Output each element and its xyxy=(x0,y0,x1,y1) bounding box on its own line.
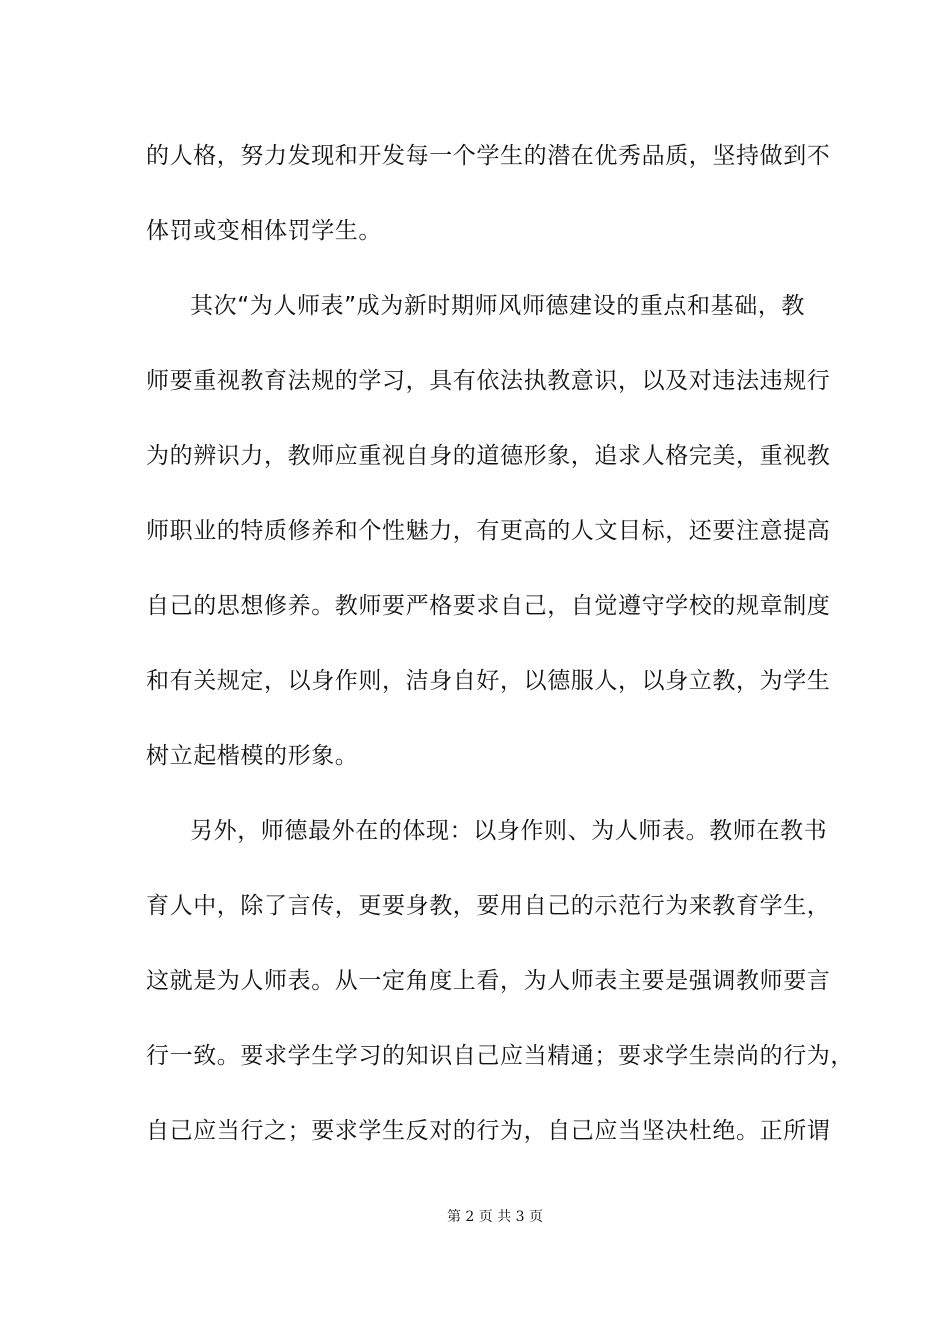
page-number-footer: 第 2 页 共 3 页 xyxy=(446,1209,544,1225)
text-line-8: 和有关规定，以身作则，洁身自好，以德服人，以身立教，为学生 xyxy=(146,668,831,694)
text-line-4: 师要重视教育法规的学习，具有依法执教意识，以及对违法违规行 xyxy=(146,368,831,394)
text-line-9: 树立起楷模的形象。 xyxy=(146,743,359,769)
text-line-1: 的人格，努力发现和开发每一个学生的潜在优秀品质，坚持做到不 xyxy=(146,143,831,169)
text-line-6: 师职业的特质修养和个性魅力，有更高的人文目标，还要注意提高 xyxy=(146,518,831,544)
text-line-10: 另外，师德最外在的体现：以身作则、为人师表。教师在教书 xyxy=(190,818,828,844)
text-line-11: 育人中，除了言传，更要身教，要用自己的示范行为来教育学生， xyxy=(146,893,831,919)
text-line-5: 为的辨识力，教师应重视自身的道德形象，追求人格完美，重视教 xyxy=(146,443,831,469)
text-line-2: 体罚或变相体罚学生。 xyxy=(146,218,382,244)
text-line-12: 这就是为人师表。从一定角度上看，为人师表主要是强调教师要言 xyxy=(146,968,831,994)
text-line-14: 自己应当行之；要求学生反对的行为，自己应当坚决杜绝。正所谓 xyxy=(146,1118,831,1144)
text-line-3: 其次“为人师表”成为新时期师风师德建设的重点和基础，教 xyxy=(190,293,806,319)
text-line-13: 行一致。要求学生学习的知识自己应当精通；要求学生崇尚的行为， xyxy=(146,1043,854,1069)
text-line-7: 自己的思想修养。教师要严格要求自己，自觉遵守学校的规章制度 xyxy=(146,593,831,619)
